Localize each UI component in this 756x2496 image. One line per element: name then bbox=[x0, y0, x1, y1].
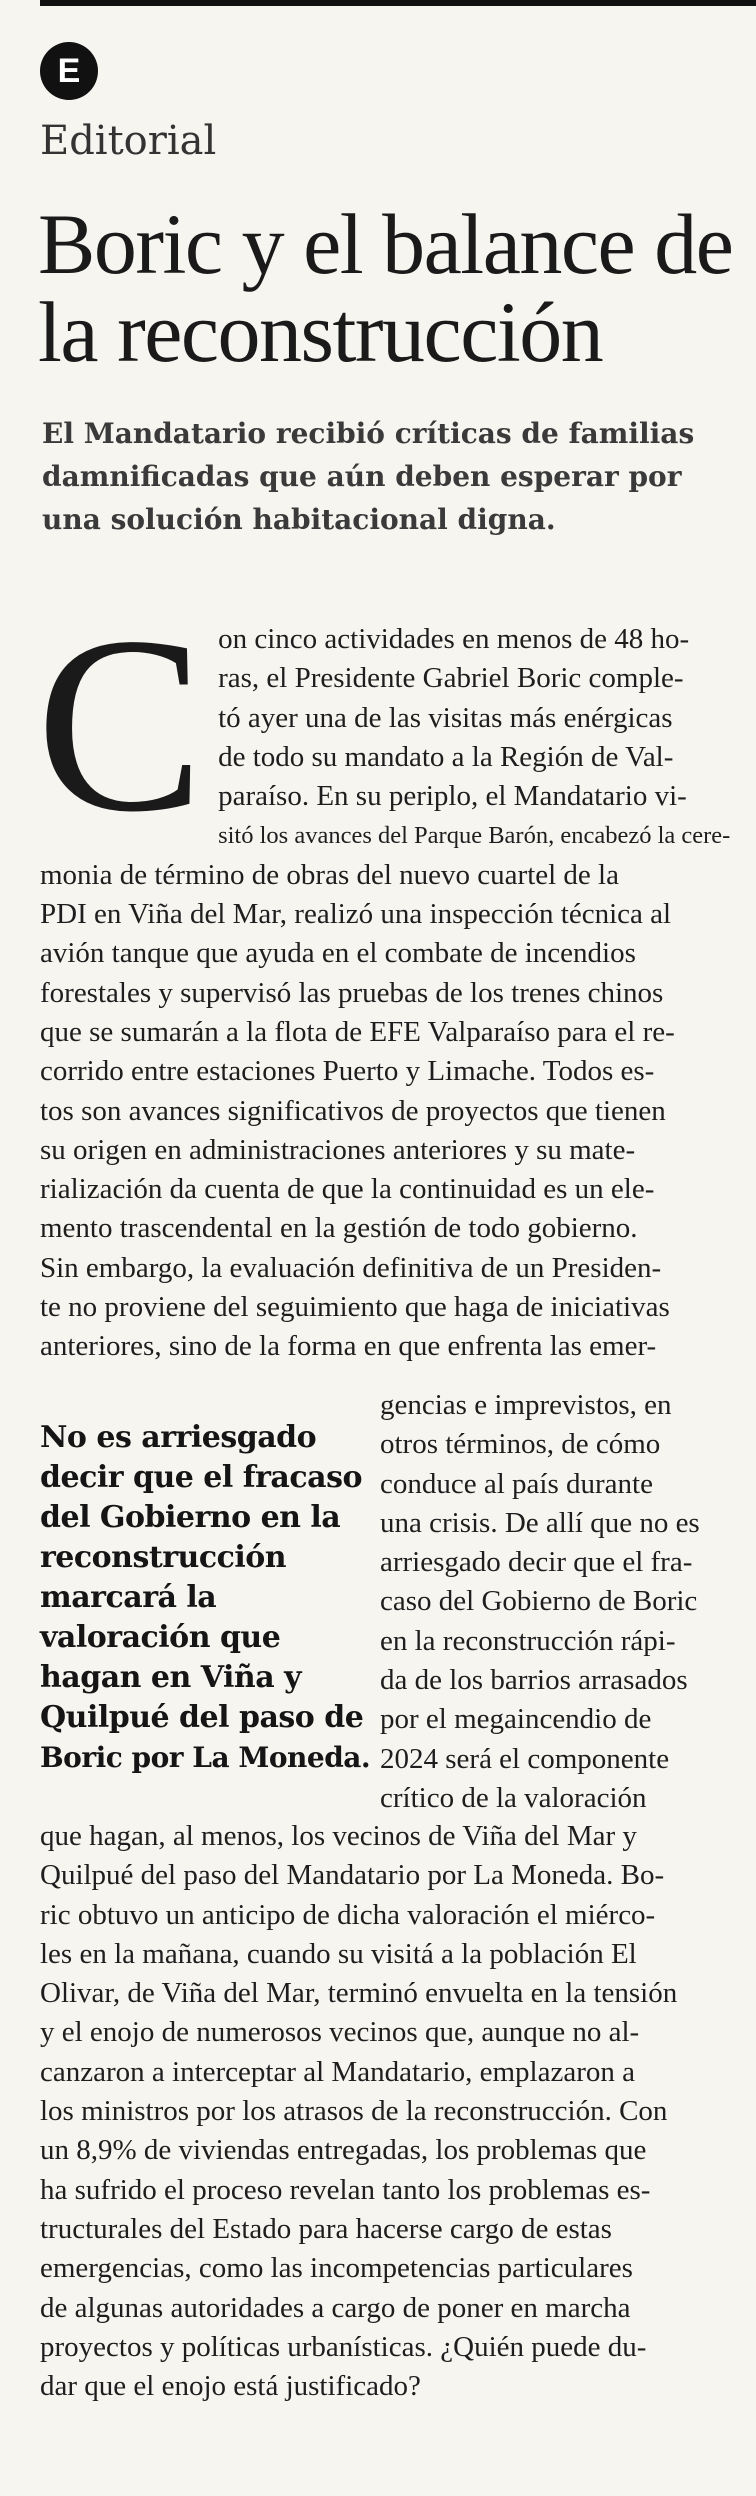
body-line: un 8,9% de viviendas entregadas, los problemas que bbox=[40, 2134, 647, 2167]
body-line: ras, el Presidente Gabriel Boric comple- bbox=[218, 662, 684, 695]
body-line: emergencias, como las incompetencias particulares bbox=[40, 2252, 633, 2285]
body-side-column bbox=[380, 1386, 730, 1818]
body-line: que hagan, al menos, los vecinos de Viña del Mar y bbox=[40, 1820, 637, 1852]
pull-quote-line: Boric por La Moneda. bbox=[40, 1741, 371, 1774]
body-line: tos son avances significativos de proyectos que tienen bbox=[40, 1094, 666, 1127]
pull-quote-line: reconstrucción bbox=[40, 1540, 287, 1575]
body-line: paraíso. En su periplo, el Mandatario vi- bbox=[218, 780, 687, 813]
pull-quote bbox=[40, 1418, 370, 1778]
body-line: anteriores, sino de la forma en que enfrenta las emer- bbox=[40, 1330, 657, 1363]
pull-quote-line: decir que el fracaso bbox=[40, 1460, 362, 1495]
body-line: canzaron a interceptar al Mandatario, emplazaron a bbox=[40, 2055, 635, 2088]
body-line: que se sumarán a la flota de EFE Valparaíso para el re- bbox=[40, 1015, 675, 1048]
body-paragraph-bottom bbox=[40, 1817, 730, 2406]
drop-cap: C bbox=[36, 584, 205, 864]
body-paragraph-top bbox=[36, 584, 731, 1367]
top-rule bbox=[40, 0, 756, 6]
body-line: te no proviene del seguimiento que haga de iniciativas bbox=[40, 1291, 670, 1324]
body-line: corrido entre estaciones Puerto y Limache. Todos es- bbox=[40, 1055, 655, 1088]
body-line: en la reconstrucción rápi- bbox=[380, 1624, 676, 1657]
body-line: una crisis. De allí que no es bbox=[380, 1506, 700, 1539]
body-line: los ministros por los atrasos de la reconstrucción. Con bbox=[40, 2095, 668, 2128]
body-line: ha sufrido el proceso revelan tanto los problemas es- bbox=[40, 2173, 651, 2206]
body-line: de todo su mandato a la Región de Val- bbox=[218, 740, 674, 773]
body-line: tructurales del Estado para hacerse cargo de estas bbox=[40, 2212, 612, 2245]
pull-quote-line: valoración que bbox=[40, 1620, 281, 1655]
pull-quote-line: marcará la bbox=[40, 1580, 217, 1615]
headline bbox=[38, 196, 738, 380]
body-line: conduce al país durante bbox=[380, 1467, 653, 1500]
editorial-badge bbox=[40, 42, 98, 100]
body-line: crítico de la valoración bbox=[380, 1781, 647, 1814]
badge-letter: E bbox=[57, 52, 81, 90]
pull-quote-line: hagan en Viña y bbox=[40, 1660, 302, 1695]
body-line: su origen en administraciones anteriores y su mate- bbox=[40, 1133, 636, 1166]
body-line: da de los barrios arrasados bbox=[380, 1664, 688, 1697]
section-label: Editorial bbox=[40, 118, 217, 164]
body-line: Sin embargo, la evaluación definitiva de un Presiden- bbox=[40, 1251, 662, 1284]
deck bbox=[42, 412, 732, 541]
body-line: ric obtuvo un anticipo de dicha valoración el miérco- bbox=[40, 1898, 656, 1931]
pull-quote-line: del Gobierno en la bbox=[40, 1500, 341, 1535]
deck-line: damnificadas que aún deben esperar por bbox=[42, 460, 682, 493]
body-line: arriesgado decir que el fra- bbox=[380, 1546, 693, 1579]
body-line: rialización da cuenta de que la continuidad es un ele- bbox=[40, 1173, 655, 1206]
body-line: gencias e imprevistos, en bbox=[380, 1389, 672, 1421]
body-line: 2024 será el componente bbox=[380, 1742, 670, 1775]
body-line: avión tanque que ayuda en el combate de incendios bbox=[40, 937, 636, 970]
deck-line: El Mandatario recibió críticas de familias bbox=[42, 417, 695, 450]
body-line: Quilpué del paso del Mandatario por La Moneda. Bo- bbox=[40, 1859, 665, 1892]
deck-line: una solución habitacional digna. bbox=[42, 503, 556, 536]
body-line: sitó los avances del Parque Barón, encabezó la cere- bbox=[218, 822, 731, 850]
body-line: proyectos y políticas urbanísticas. ¿Quién puede du- bbox=[40, 2330, 647, 2363]
body-line: on cinco actividades en menos de 48 ho- bbox=[218, 623, 690, 655]
body-line: tó ayer una de las visitas más enérgicas bbox=[218, 701, 673, 734]
body-line: de algunas autoridades a cargo de poner en marcha bbox=[40, 2291, 631, 2324]
pull-quote-line: Quilpué del paso de bbox=[40, 1700, 364, 1735]
body-line: dar que el enojo está justificado? bbox=[40, 2370, 421, 2403]
body-line: Olivar, de Viña del Mar, terminó envuelta en la tensión bbox=[40, 1977, 678, 2010]
body-line: por el megaincendio de bbox=[380, 1703, 652, 1736]
body-line: forestales y supervisó las pruebas de los trenes chinos bbox=[40, 976, 664, 1009]
body-line: caso del Gobierno de Boric bbox=[380, 1585, 698, 1618]
body-line: PDI en Viña del Mar, realizó una inspección técnica al bbox=[40, 898, 672, 931]
body-line: monia de término de obras del nuevo cuartel de la bbox=[40, 858, 619, 891]
headline-line: Boric y el balance de bbox=[38, 196, 733, 292]
pull-quote-line: No es arriesgado bbox=[40, 1420, 317, 1455]
body-line: y el enojo de numerosos vecinos que, aunque no al- bbox=[40, 2016, 640, 2049]
body-line: les en la mañana, cuando su visitá a la población El bbox=[40, 1937, 637, 1970]
body-line: otros términos, de cómo bbox=[380, 1428, 661, 1461]
headline-line: la reconstrucción bbox=[38, 284, 603, 380]
body-line: mento trascendental en la gestión de todo gobierno. bbox=[40, 1212, 638, 1245]
